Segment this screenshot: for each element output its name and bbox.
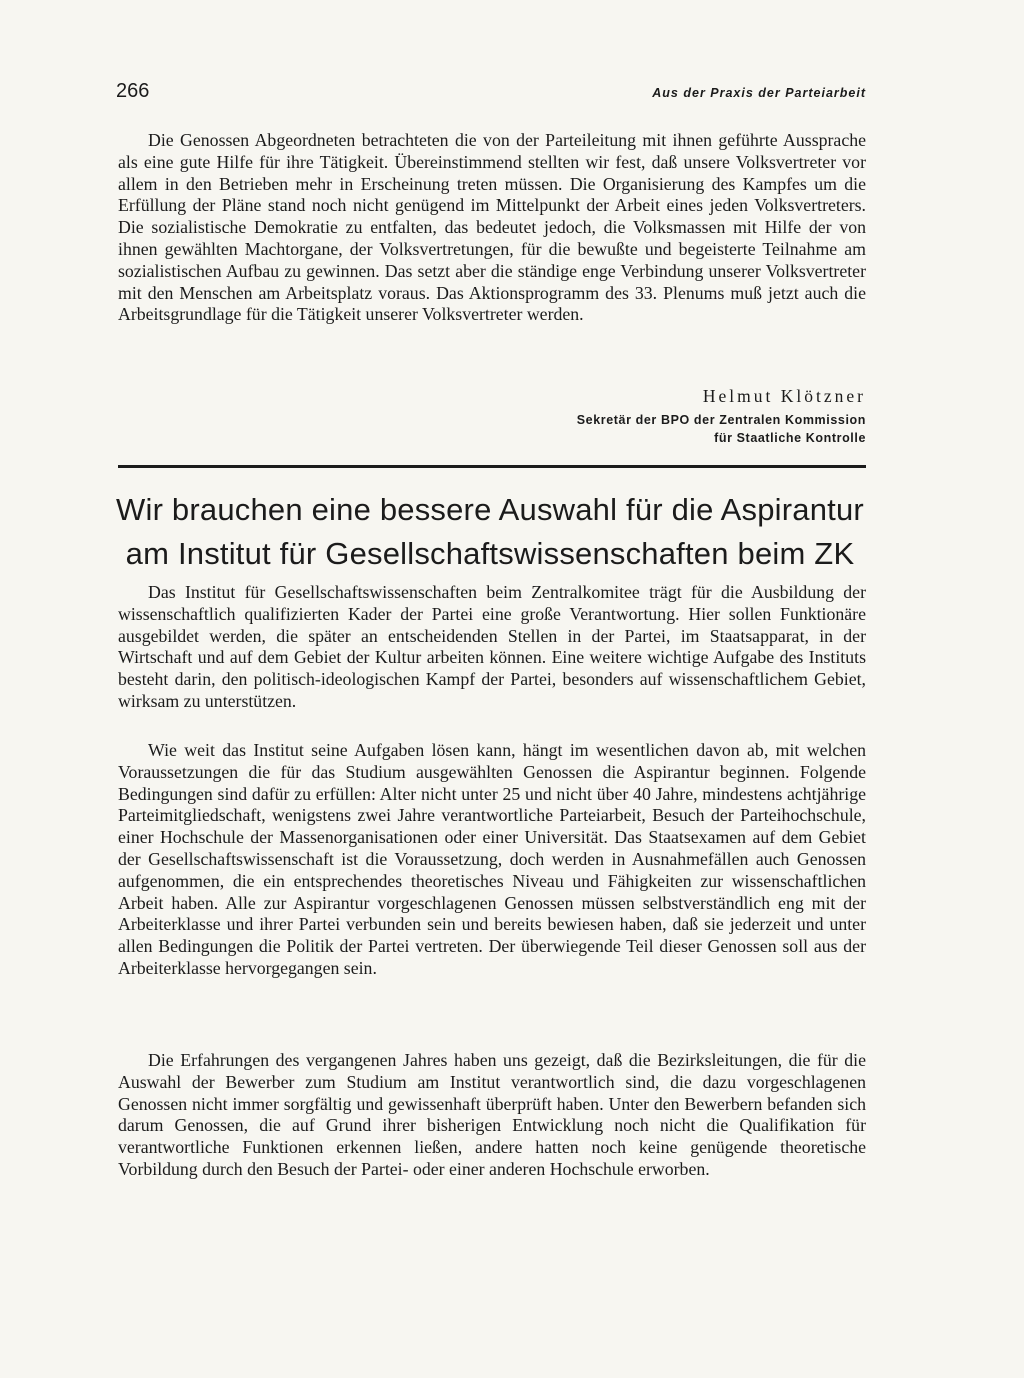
section-divider: [118, 465, 866, 468]
running-title: Aus der Praxis der Parteiarbeit: [652, 86, 866, 100]
article2-paragraph-1: Das Institut für Gesellschaftswissenschaften beim Zentralkomitee trägt für die Ausbildung der wissenschaftlich qualifizierten Kader der Partei eine große Verantwortung. Hier sollen Funktionäre ausgebildet werden, die später an entscheidenden Stellen in der Partei, im Staatsapparat, in der Wirtschaft und auf dem Gebiet der Kultur arbeiten können. Eine weitere wichtige Aufgabe des Instituts besteht darin, den politisch-ideologischen Kampf der Partei, besonders auf wissenschaftlichem Gebiet, wirksam zu unterstützen.: [118, 582, 866, 711]
headline-line1: Wir brauchen eine bessere Auswahl für die Aspirantur: [116, 492, 864, 527]
author-role-line1: Sekretär der BPO der Zentralen Kommission: [576, 413, 866, 427]
article2-headline: [100, 488, 880, 576]
headline-line2: am Institut für Gesellschaftswissenschaften beim ZK: [125, 536, 855, 571]
author-role-line2: für Staatliche Kontrolle: [714, 431, 866, 445]
author-name: Helmut Klötzner: [702, 386, 866, 406]
author-role: [430, 411, 866, 447]
article1-paragraph: Die Genossen Abgeordneten betrachteten die von der Parteileitung mit ihnen geführte Aussprache als eine gute Hilfe für ihre Tätigkeit. Übereinstimmend stellten wir fest, daß unsere Volksvertreter vor allem in den Betrieben mehr in Erscheinung treten müssen. Die Organisierung des Kampfes um die Erfüllung der Pläne stand noch nicht genügend im Mittelpunkt der Arbeit eines jeden Volksvertreters. Die sozialistische Demokratie zu entfalten, das bedeutet jedoch, die Volksmassen mit Hilfe der von ihnen gewählten Machtorgane, der Volksvertretungen, für die bewußte und begeisterte Teilnahme am sozialistischen Aufbau zu gewinnen. Das setzt aber die ständige enge Verbindung unserer Volksvertreter mit den Menschen am Arbeitsplatz voraus. Das Aktionsprogramm des 33. Plenums muß jetzt auch die Arbeitsgrundlage für die Tätigkeit unserer Volksvertreter werden.: [118, 130, 866, 325]
page-header: [116, 80, 866, 106]
page-number: 266: [116, 80, 150, 102]
article2-paragraph-3: Die Erfahrungen des vergangenen Jahres haben uns gezeigt, daß die Bezirksleitungen, die für die Auswahl der Bewerber zum Studium am Institut verantwortlich sind, die dazu vorgeschlagenen Genossen nicht immer sorgfältig und gewissenhaft überprüft haben. Unter den Bewerbern befanden sich darum Genossen, die auf Grund ihrer bisherigen Entwicklung noch nicht die Qualifikation für verantwortliche Funktionen erkennen ließen, andere hatten noch keine genügende theoretische Vorbildung durch den Besuch der Partei- oder einer anderen Hochschule erworben.: [118, 1050, 866, 1179]
article2-paragraph-2: Wie weit das Institut seine Aufgaben lösen kann, hängt im wesentlichen davon ab, mit welchen Voraussetzungen die für das Studium ausgewählten Genossen die Aspirantur beginnen. Folgende Bedingungen sind dafür zu erfüllen: Alter nicht unter 25 und nicht über 40 Jahre, mindestens achtjährige Parteimitgliedschaft, wenigstens zwei Jahre verantwortliche Parteiarbeit, Besuch der Parteihochschule, einer Hochschule der Massenorganisationen oder einer Universität. Das Staatsexamen auf dem Gebiet der Gesellschaftswissenschaft ist die Voraussetzung, doch werden in Ausnahmefällen auch Genossen aufgenommen, die ein entsprechendes theoretisches Niveau und Fähigkeiten zur wissenschaftlichen Arbeit haben. Alle zur Aspirantur vorgeschlagenen Genossen müssen selbstverständlich eng mit der Arbeiterklasse und ihrer Partei verbunden sein und bereits bewiesen haben, daß sie jederzeit und unter allen Bedingungen die Politik der Partei vertreten. Der überwiegende Teil dieser Genossen soll aus der Arbeiterklasse hervorgegangen sein.: [118, 740, 866, 978]
